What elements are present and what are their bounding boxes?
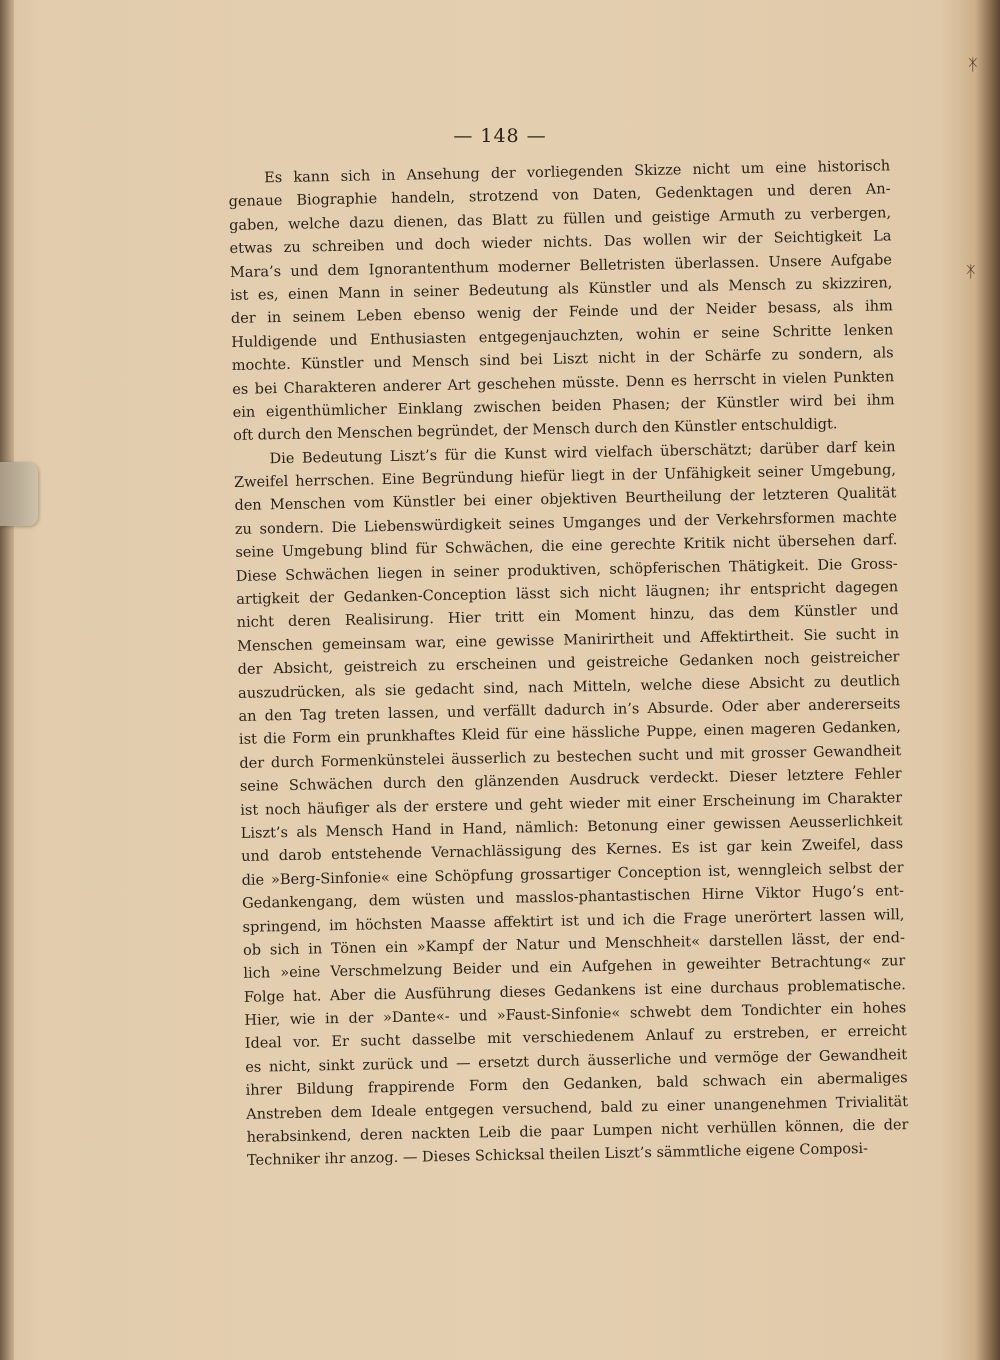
text-line: es bei Charakteren anderer Art geschehen müsste. Denn es herrscht in vielen Punkten <box>232 368 895 398</box>
text-line: seine Umgebung blind für Schwächen, die eine gerechte Kritik nicht übersehen darf. <box>235 532 898 562</box>
page-tab <box>0 462 38 526</box>
text-line: Folge hat. Aber die Ausführung dieses Gedankens ist eine durchaus problematische. <box>243 976 906 1006</box>
text-line: der in seinem Leben ebenso wenig der Feinde und der Neider besass, als ihm <box>230 298 893 328</box>
text-line: Ideal vor. Er sucht dasselbe mit verschiedenem Anlauf zu erstreben, er erreicht <box>244 1023 907 1053</box>
text-line: und darob entstehende Vernachlässigung des Kernes. Es ist gar kein Zweifel, dass <box>241 836 904 866</box>
text-line: Die Bedeutung Liszt’s für die Kunst wird vielfach überschätzt; darüber darf kein <box>269 438 896 467</box>
text-line: Huldigende und Enthusiasten entgegenjauchzten, wohin er seine Schritte lenken <box>231 321 894 351</box>
text-line: Diese Schwächen liegen in seiner produktiven, schöpferischen Thätigkeit. Die Gross- <box>235 555 898 585</box>
book-spine <box>0 0 14 1360</box>
text-line: die »Berg-Sinfonie« eine Schöpfung grossartiger Conception ist, wenngleich selbst der <box>241 859 904 889</box>
text-line: auszudrücken, als sie gedacht sind, nach Mitteln, welche diese Absicht zu deutlich <box>237 672 901 702</box>
paragraph <box>233 436 909 1174</box>
text-line: es nicht, sinkt zurück und — ersetzt durch äusserliche und vermöge der Gewandheit <box>245 1046 908 1076</box>
text-line: ist es, einen Mann in seiner Bedeutung als Künstler und als Mensch zu skizziren, <box>230 275 893 304</box>
text-line: Es kann sich in Ansehung der vorliegenden Skizze nicht um eine historisch <box>264 158 891 187</box>
text-line: Anstreben dem Ideale entgegen versuchend, bald zu einer unangenehmen Trivialität <box>246 1093 909 1123</box>
text-line: ein eigenthümlicher Einklang zwischen beiden Phasen; der Künstler wird bei ihm <box>232 392 895 421</box>
text-line: der durch Formenkünstelei äusserlich zu bestechen sucht und mit grosser Gewandheit <box>239 742 902 772</box>
text-line: lich »eine Verschmelzung Beider und ein Aufgehen in geweihter Betrachtung« zur <box>243 953 906 983</box>
text-line: ob sich in Tönen ein »Kampf der Natur und Menschheit« darstellen lässt, der end- <box>242 930 906 959</box>
text-line: an den Tag treten lassen, und verfällt dadurch in’s Absurde. Oder aber andererseits <box>238 696 901 725</box>
text-line: Gedankengang, dem wüsten und masslos-phantastischen Hirne Viktor Hugo’s ent- <box>241 883 905 912</box>
text-line: ist die Form ein prunkhaftes Kleid für eine hässliche Puppe, einen mageren Gedanken, <box>238 719 902 749</box>
margin-mark: ᛡ <box>966 262 976 281</box>
text-line: herabsinkend, deren nackten Leib die paar Lumpen nicht verhüllen können, die der <box>246 1117 909 1146</box>
text-line: der Absicht, geistreich zu erscheinen und geistreiche Gedanken noch geistreicher <box>237 649 900 679</box>
body-text <box>228 155 909 1173</box>
text-line: Liszt’s als Mensch Hand in Hand, nämlich: Betonung einer gewissen Aeusserlichkeit <box>240 813 903 842</box>
text-line: den Menschen vom Künstler bei einer objektiven Beurtheilung der letzteren Qualität <box>234 485 897 515</box>
text-line: zu sondern. Die Liebenswürdigkeit seines Umganges und der Verkehrsformen machte <box>234 509 897 538</box>
text-line: ihrer Bildung frappirende Form den Gedanken, bald schwach ein abermaliges <box>245 1070 908 1100</box>
text-line: gaben, welche dazu dienen, das Blatt zu füllen und geistige Armuth zu verbergen, <box>228 205 892 234</box>
text-line: Techniker ihr anzog. — Dieses Schicksal theilen Liszt’s sämmtliche eigene Composi- <box>246 1141 869 1170</box>
text-line: ist noch häufiger als der erstere und geht wieder mit einer Erscheinung im Charakter <box>240 789 903 819</box>
text-line: springend, im höchsten Maasse affektirt ist und ich die Frage unerörtert lassen will, <box>242 906 905 936</box>
text-line: Hier, wie in der »Dante«- und »Faust-Sinfonie« schwebt dem Tondichter ein hohes <box>244 1000 907 1029</box>
text-line: artigkeit der Gedanken-Conception lässt sich nicht läugnen; ihr entspricht dagegen <box>236 579 899 608</box>
text-line: nicht deren Realisirung. Hier tritt ein Moment hinzu, das dem Künstler und <box>236 602 899 632</box>
margin-mark: ᛡ <box>968 55 978 74</box>
text-line: genaue Biographie handeln, strotzend von Daten, Gedenktagen und deren An- <box>228 181 891 211</box>
text-line: etwas zu schreiben und doch wieder nichts. Das wollen wir der Seichtigkeit La <box>229 228 892 258</box>
text-line: Zweifel herrschen. Eine Begründung hiefür liegt in der Unfähigkeit seiner Umgebung, <box>233 462 897 492</box>
text-line: mochte. Künstler und Mensch sind bei Liszt nicht in der Schärfe zu sondern, als <box>231 345 894 375</box>
text-line: seine Schwächen durch den glänzenden Ausdruck verdeckt. Dieser letztere Fehler <box>239 766 902 796</box>
text-line: oft durch den Menschen begründet, der Mensch durch den Künstler entschuldigt. <box>232 416 838 445</box>
page-number: — 148 — <box>453 125 547 147</box>
text-line: Mara’s und dem Ignorantenthum moderner Belletristen überlassen. Unsere Aufgabe <box>229 251 893 281</box>
paragraph <box>228 155 895 448</box>
text-line: Menschen gemeinsam war, eine gewisse Manirirtheit und Affektirtheit. Sie sucht in <box>237 626 900 655</box>
